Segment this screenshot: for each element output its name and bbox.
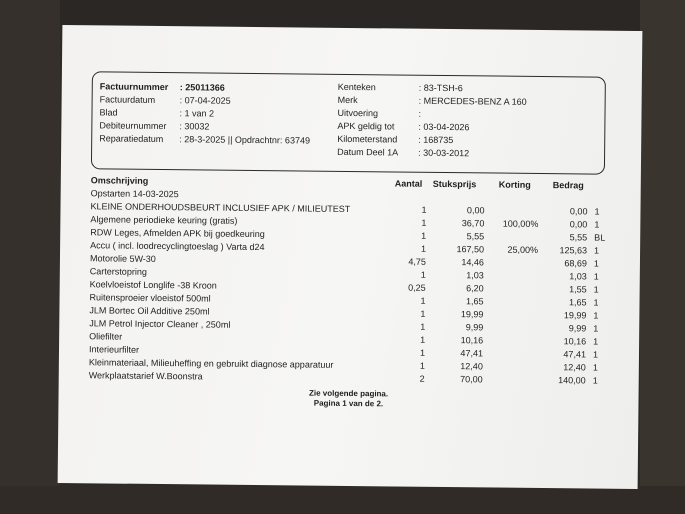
row-stuksprijs: 167,50 [456, 244, 485, 255]
row-description: Ruitensproeier vloeistof 500ml [89, 292, 211, 304]
row-description: JLM Petrol Injector Cleaner , 250ml [89, 318, 231, 330]
footer-next-page: Zie volgende pagina. [308, 388, 389, 399]
invoice-page [58, 25, 643, 489]
row-korting: 25,00% [507, 244, 539, 255]
reparatiedatum-value: : 28-3-2025 || Opdrachtnr: 63749 [179, 134, 311, 146]
row-stuksprijs: 14,46 [461, 257, 485, 268]
row-description: Carterstopring [89, 266, 147, 277]
col-header-stuksprijs: Stuksprijs [432, 178, 477, 190]
row-btw-code: 1 [594, 245, 600, 256]
row-bedrag: 12,40 [563, 362, 586, 373]
datum-deel-1a-label: Datum Deel 1A [337, 146, 399, 158]
row-stuksprijs: 12,40 [460, 361, 483, 372]
row-description: Interieurfilter [88, 344, 140, 355]
row-aantal: 1 [420, 269, 426, 280]
row-stuksprijs: 19,99 [460, 309, 484, 320]
row-btw-code: 1 [593, 310, 599, 321]
row-aantal: 1 [421, 217, 427, 228]
row-bedrag: 1,03 [569, 271, 587, 282]
row-stuksprijs: 1,65 [465, 296, 484, 307]
row-btw-code: 1 [593, 271, 599, 282]
row-bedrag: 5,55 [569, 232, 588, 243]
row-description: Accu ( incl. loodrecyclingtoeslag ) Varta d24 [90, 240, 265, 253]
kenteken-label: Kenteken [337, 81, 376, 93]
background-table-left [0, 0, 60, 514]
background-table-bottom [0, 486, 685, 514]
blad-label: Blad [99, 107, 118, 118]
row-aantal: 1 [419, 347, 426, 358]
kenteken-value: : 83-TSH-6 [418, 82, 463, 94]
row-aantal: 1 [421, 243, 427, 254]
row-btw-code: 1 [593, 323, 599, 334]
merk-label: Merk [337, 94, 358, 106]
col-header-omschrijving: Omschrijving [90, 175, 149, 186]
row-bedrag: 1,65 [568, 297, 587, 308]
row-aantal: 0,25 [408, 282, 426, 293]
row-aantal: 1 [420, 295, 426, 306]
row-bedrag: 47,41 [563, 349, 587, 360]
uitvoering-label: Uitvoering [337, 107, 379, 119]
row-description: RDW Leges, Afmelden APK bij goedkeuring [90, 227, 265, 240]
row-bedrag: 0,00 [569, 206, 588, 217]
row-bedrag: 140,00 [558, 375, 586, 386]
row-btw-code: 1 [594, 206, 600, 217]
merk-value: : MERCEDES-BENZ A 160 [418, 95, 527, 107]
row-stuksprijs: 36,70 [461, 218, 485, 229]
row-stuksprijs: 9,99 [465, 322, 484, 333]
row-korting: 100,00% [502, 218, 539, 229]
apk-geldig-tot-value: : 03-04-2026 [418, 121, 470, 133]
row-btw-code: BL [594, 232, 606, 243]
kilometerstand-value: : 168735 [418, 134, 454, 146]
row-description: Oliefilter [89, 331, 123, 342]
row-bedrag: 10,16 [563, 336, 587, 347]
factuurnummer-label: Factuurnummer [99, 81, 169, 93]
factuurnummer-value: : 25011366 [179, 82, 225, 93]
row-bedrag: 9,99 [568, 323, 587, 334]
row-description: Opstarten 14-03-2025 [90, 188, 179, 200]
datum-deel-1a-value: : 30-03-2012 [418, 147, 470, 159]
debiteurnummer-label: Debiteurnummer [99, 120, 167, 132]
row-description: KLEINE ONDERHOUDSBEURT INCLUSIEF APK / MILIEUTEST [90, 201, 351, 214]
kilometerstand-label: Kilometerstand [337, 133, 398, 145]
row-description: JLM Bortec Oil Additive 250ml [89, 305, 210, 317]
row-aantal: 4,75 [408, 256, 427, 267]
row-btw-code: 1 [592, 349, 599, 360]
row-bedrag: 125,63 [559, 245, 588, 256]
row-bedrag: 0,00 [569, 219, 588, 230]
row-stuksprijs: 1,03 [466, 270, 484, 281]
row-description: Koelvloeistof Longlife -38 Kroon [89, 279, 217, 291]
row-aantal: 1 [420, 334, 426, 345]
row-btw-code: 1 [593, 297, 599, 308]
row-btw-code: 1 [593, 336, 599, 347]
row-stuksprijs: 70,00 [460, 374, 483, 385]
row-btw-code: 1 [592, 362, 598, 373]
uitvoering-value: : [418, 108, 422, 119]
factuurdatum-label: Factuurdatum [99, 94, 156, 105]
row-stuksprijs: 6,20 [466, 283, 484, 294]
blad-value: : 1 van 2 [179, 108, 215, 119]
row-stuksprijs: 10,16 [460, 335, 484, 346]
col-header-aantal: Aantal [394, 178, 423, 189]
row-description: Motorolie 5W-30 [89, 253, 156, 264]
reparatiedatum-label: Reparatiedatum [99, 133, 164, 145]
col-header-bedrag: Bedrag [552, 180, 584, 191]
row-stuksprijs: 5,55 [466, 231, 485, 242]
background-table-right [640, 0, 685, 514]
row-btw-code: 1 [592, 375, 598, 386]
row-aantal: 1 [419, 360, 425, 371]
col-header-korting: Korting [498, 179, 531, 190]
row-bedrag: 1,55 [569, 284, 587, 295]
row-aantal: 1 [421, 230, 427, 241]
row-btw-code: 1 [594, 219, 600, 230]
footer-page-number: Pagina 1 van de 2. [313, 398, 384, 409]
row-bedrag: 68,69 [564, 258, 587, 269]
row-description: Kleinmateriaal, Milieuheffing en gebruikt diagnose apparatuur [88, 357, 334, 370]
row-aantal: 1 [420, 321, 426, 332]
row-aantal: 2 [419, 373, 425, 384]
row-bedrag: 19,99 [563, 310, 587, 321]
row-btw-code: 1 [593, 284, 599, 295]
row-aantal: 1 [420, 308, 426, 319]
row-description: Algemene periodieke keuring (gratis) [90, 214, 238, 226]
row-aantal: 1 [421, 204, 427, 215]
row-stuksprijs: 0,00 [466, 205, 485, 216]
apk-geldig-tot-label: APK geldig tot [337, 120, 395, 132]
factuurdatum-value: : 07-04-2025 [179, 95, 231, 106]
row-description: Werkplaatstarief W.Boonstra [88, 370, 203, 382]
row-stuksprijs: 47,41 [460, 348, 484, 359]
debiteurnummer-value: : 30032 [179, 121, 210, 132]
row-btw-code: 1 [593, 258, 600, 269]
